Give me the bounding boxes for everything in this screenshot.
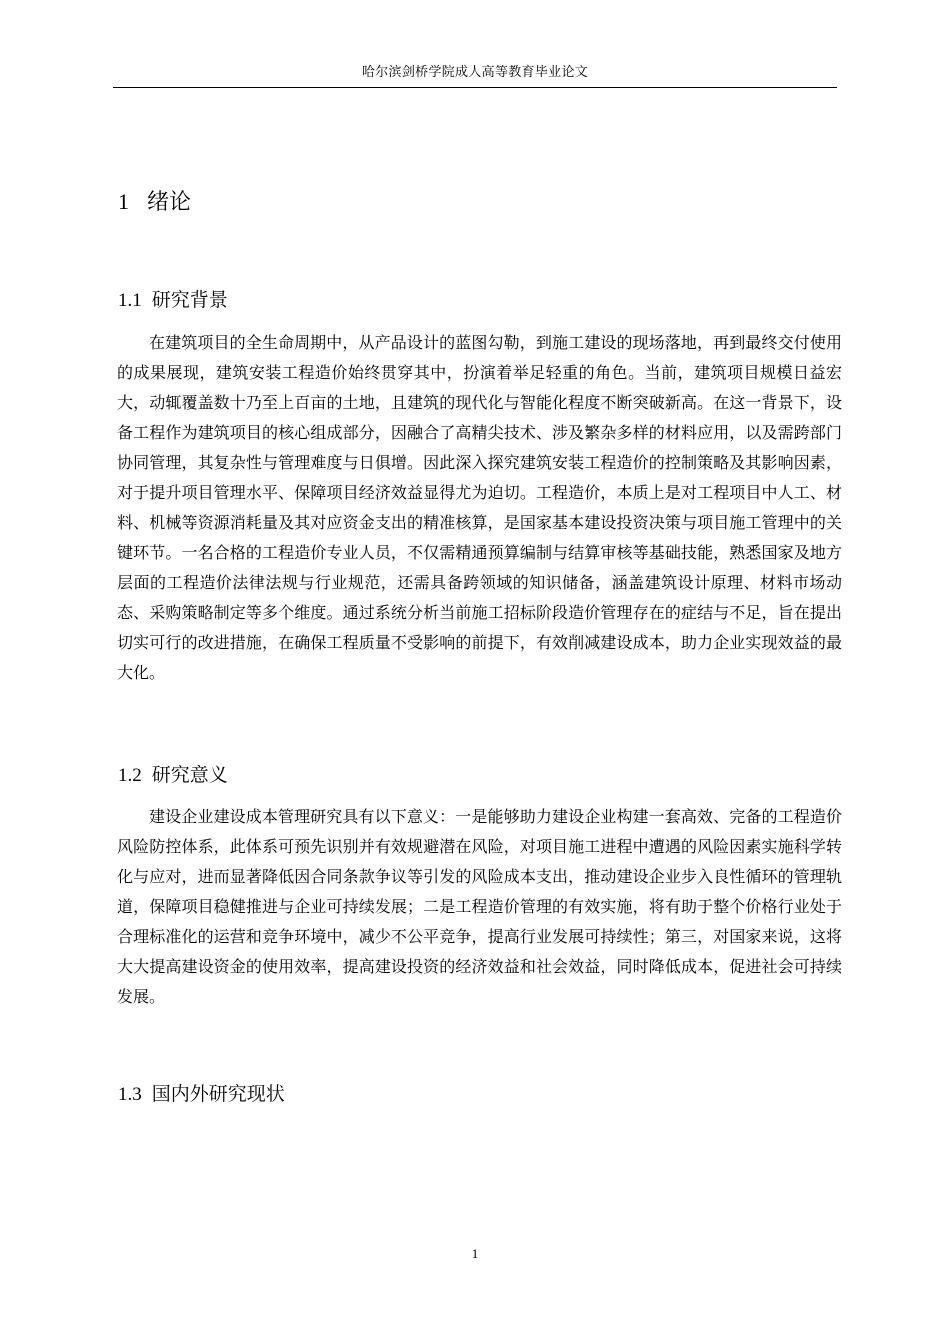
section-title-text: 国内外研究现状 (151, 1083, 285, 1105)
section-title-text: 研究意义 (151, 764, 228, 786)
background-paragraph: 在建筑项目的全生命周期中，从产品设计的蓝图勾勒，到施工建设的现场落地，再到最终交付使用的成果展现，建筑安装工程造价始终贯穿其中，扮演着举足轻重的角色。当前，建筑项目规模日益宏大，动辄覆盖数十乃至上百亩的土地，且建筑的现代化与智能化程度不断突破新高。在这一背景下，设备工程作为建筑项目的核心组成部分，因融合了高精尖技术、涉及繁杂多样的材料应用，以及需跨部门协同管理，其复杂性与管理难度与日俱增。因此深入探究建筑安装工程造价的控制策略及其影响因素，对于提升项目管理水平、保障项目经济效益显得尤为迫切。工程造价，本质上是对工程项目中人工、材料、机械等资源消耗量及其对应资金支出的精准核算，是国家基本建设投资决策与项目施工管理中的关键环节。一名合格的工程造价专业人员，不仅需精通预算编制与结算审核等基础技能，熟悉国家及地方层面的工程造价法律法规与行业规范，还需具备跨领域的知识储备，涵盖建筑设计原理、材料市场动态、采购策略制定等多个维度。通过系统分析当前施工招标阶段造价管理存在的症结与不足，旨在提出切实可行的改进措施，在确保工程质量不受影响的前提下，有效削减建设成本，助力企业实现效益的最大化。 (117, 333, 842, 682)
page-number: 1 (471, 1246, 479, 1261)
section-number: 1.2 (118, 765, 142, 786)
section-heading-research-status (118, 1079, 285, 1110)
chapter-title-text: 绪论 (147, 190, 192, 215)
section-number: 1.3 (118, 1084, 142, 1105)
significance-paragraph: 建设企业建设成本管理研究具有以下意义：一是能够助力建设企业构建一套高效、完备的工程造价风险防控体系，此体系可预先识别并有效规避潜在风险，对项目施工进程中遭遇的风险因素实施科学转化与应对，进而显著降低因合同条款争议等引发的风险成本支出，推动建设企业步入良性循环的管理轨道，保障项目稳健推进与企业可持续发展；二是工程造价管理的有效实施，将有助于整个价格行业处于合理标准化的运营和竞争环境中，减少不公平竞争，提高行业发展可持续性；第三，对国家来说，这将大大提高建设资金的使用效率，提高建设投资的经济效益和社会效益，同时降低成本，促进社会可持续发展。 (117, 807, 842, 1006)
chapter-title (118, 186, 191, 219)
section-heading-significance (118, 760, 228, 791)
header-rule (113, 87, 837, 88)
section-title-text: 研究背景 (151, 289, 228, 311)
section-number: 1.1 (118, 290, 142, 311)
running-header: 哈尔滨剑桥学院成人高等教育毕业论文 (361, 65, 589, 80)
section-heading-background (118, 285, 228, 316)
chapter-number: 1 (118, 189, 129, 214)
